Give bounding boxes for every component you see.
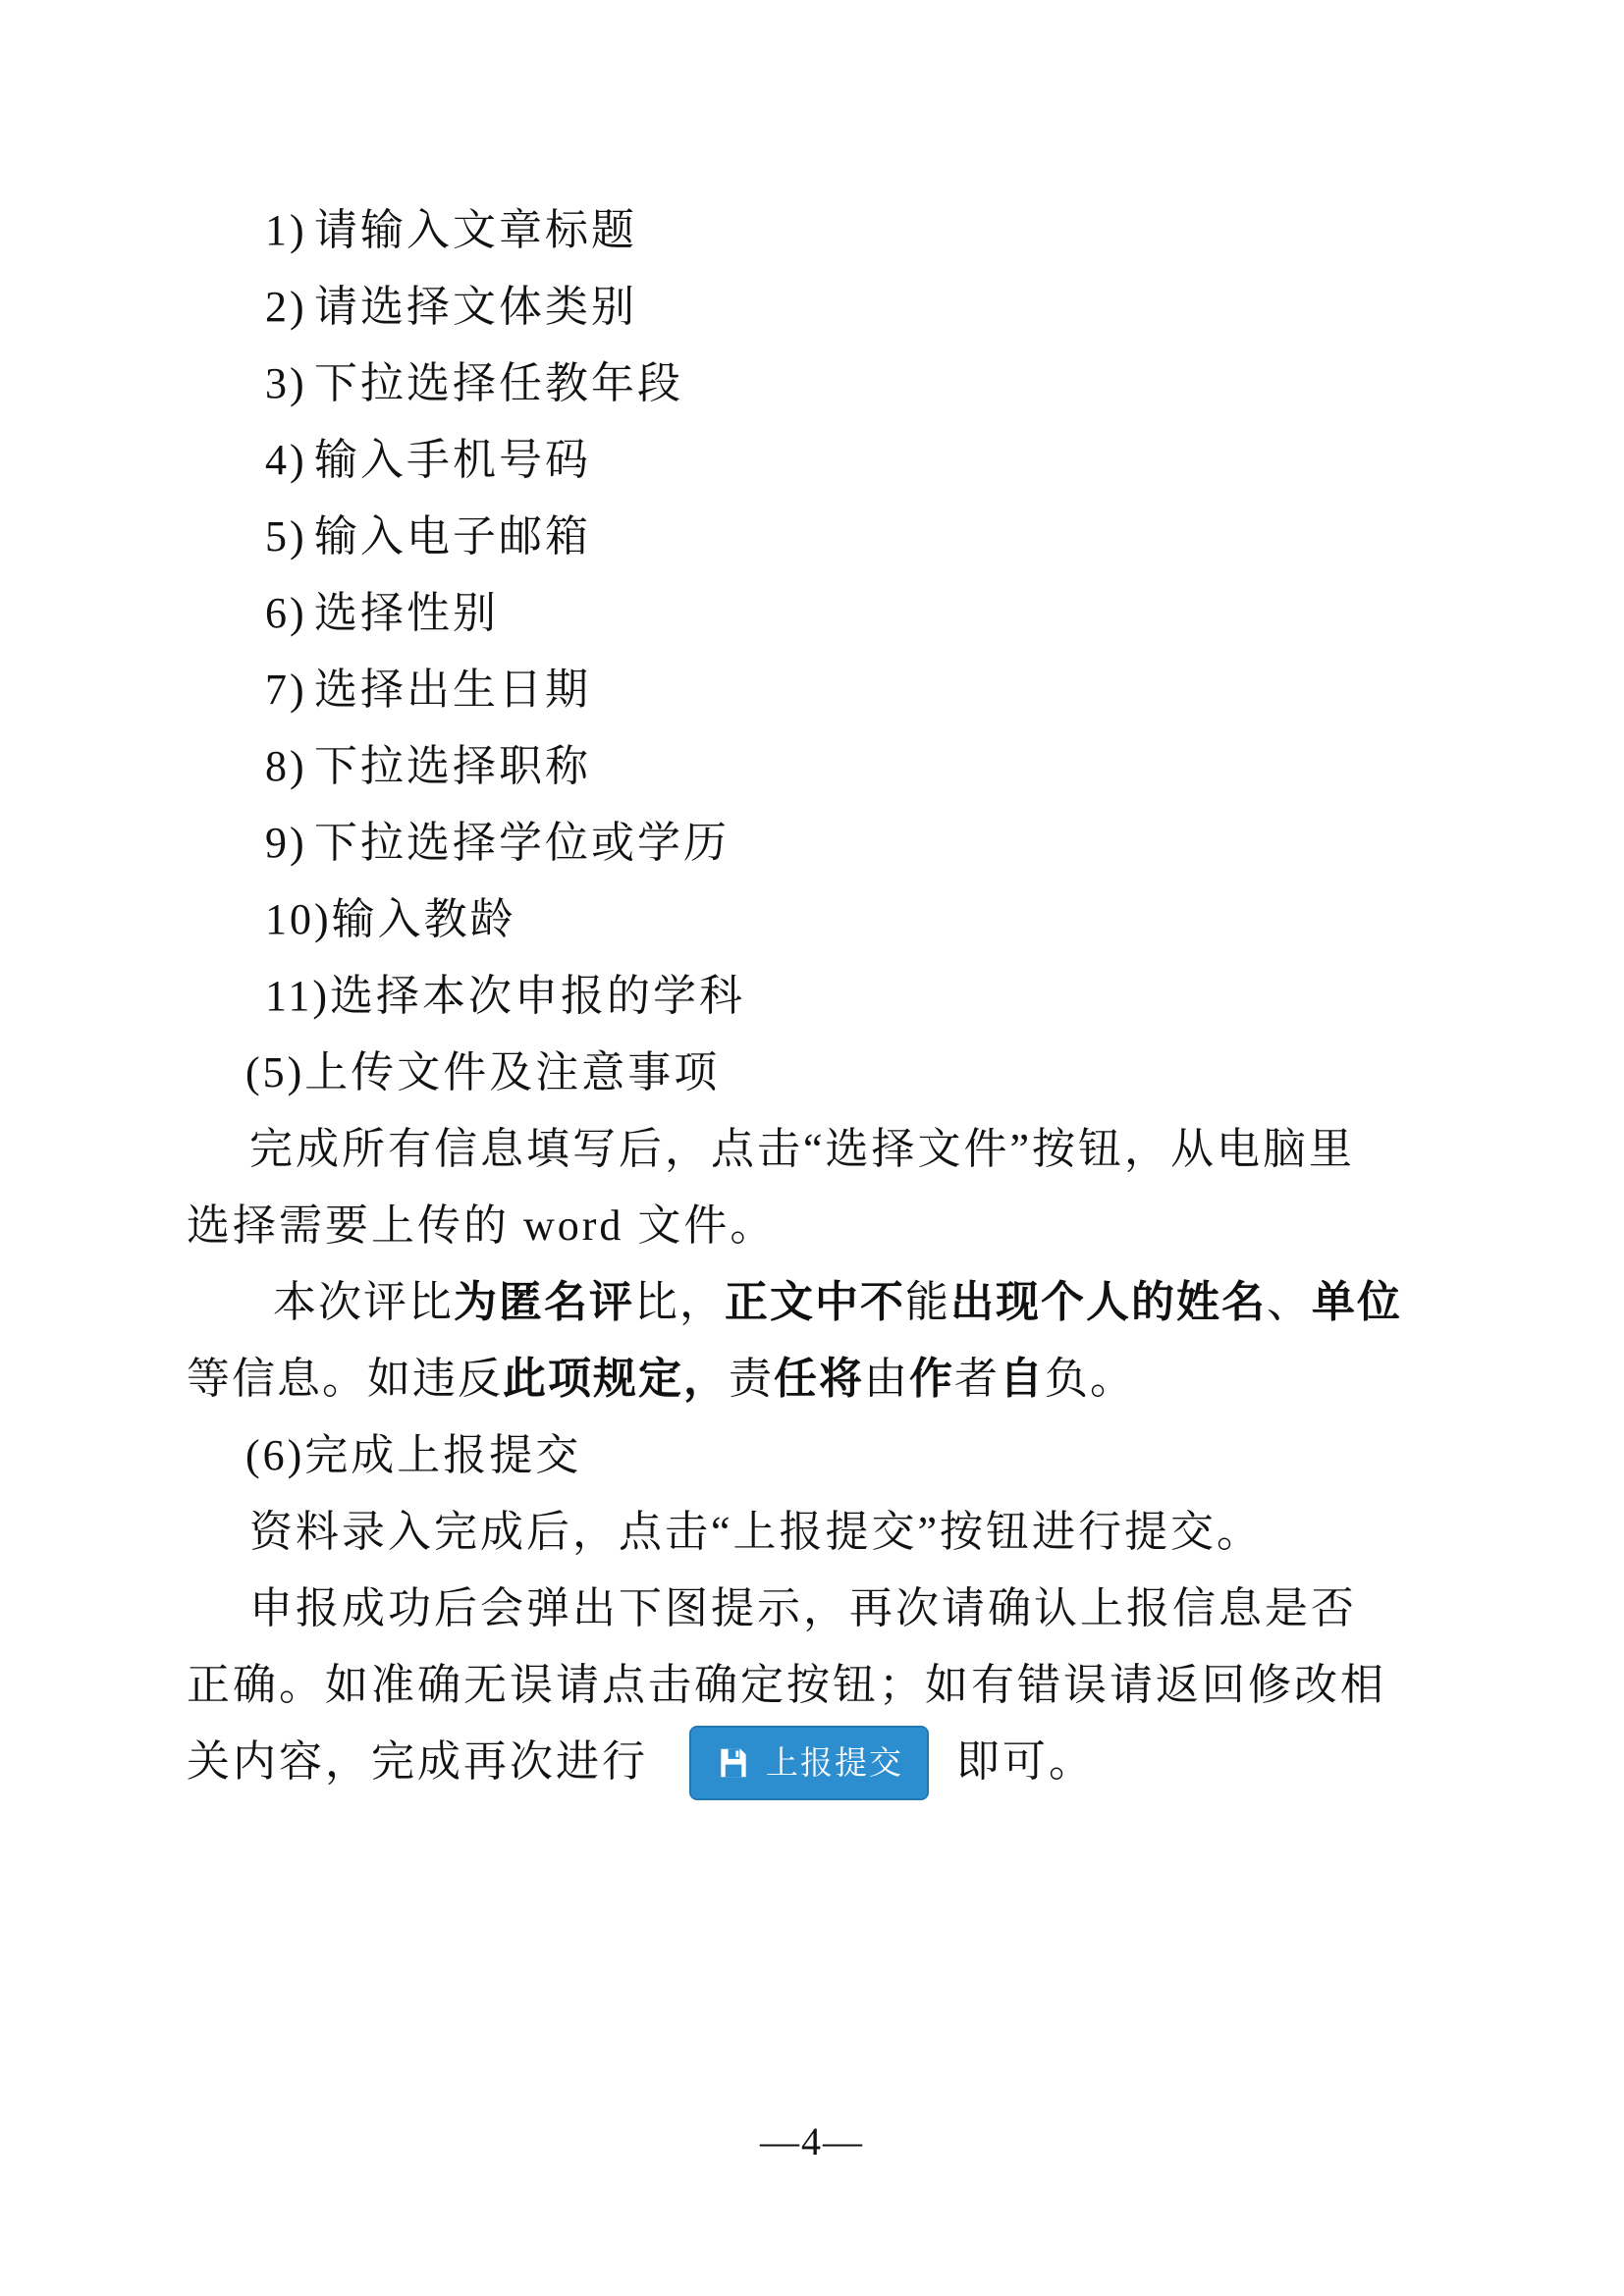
list-item-number: 10) [265,895,332,943]
list-item [187,192,1492,269]
section-5-paragraph-line-1: 完成所有信息填写后，点击“选择文件”按钮，从电脑里 [249,1125,1356,1173]
document-body [187,192,1492,1800]
list-item [187,499,1492,575]
notice-segment: 由 [864,1355,909,1403]
notice-segment-bold: 单位 [1312,1278,1402,1326]
list-item-number: 6) [265,589,307,637]
list-item-number: 7) [265,666,307,714]
list-item-number: 1) [265,206,307,254]
notice-paragraph-line-2 [187,1341,1492,1417]
list-item-text: 输入教龄 [331,895,516,943]
notice-segment-bold: 正文中不 [725,1278,905,1326]
list-item [187,652,1492,728]
notice-segment-bold: 作 [909,1355,954,1403]
list-item [187,269,1492,346]
notice-segment-bold: 任将 [774,1355,864,1403]
list-item-number: 3) [265,359,307,407]
submit-button[interactable] [689,1726,929,1800]
list-item-text: 下拉选择学位或学历 [314,819,730,867]
notice-segment: 本次评比 [273,1278,454,1326]
list-item [187,958,1492,1035]
list-item [187,728,1492,805]
notice-segment-bold: 自 [1000,1355,1045,1403]
section-5-paragraph-line-2: 选择需要上传的 word 文件。 [187,1201,777,1250]
list-item [187,422,1492,499]
list-item-text: 输入电子邮箱 [314,512,591,561]
notice-segment: 、 [1267,1278,1312,1326]
list-item-number: 9) [265,819,307,867]
line-text-before-button: 关内容，完成再次进行 [187,1737,648,1786]
notice-segment: 责 [729,1355,774,1403]
notice-segment: 等信息。如违反 [187,1355,503,1403]
section-5-heading: (5)上传文件及注意事项 [245,1048,721,1096]
list-item-text: 选择出生日期 [314,666,591,714]
section-6-heading: (6)完成上报提交 [245,1431,582,1479]
list-item-text: 输入手机号码 [314,436,591,484]
notice-segment-bold: 此项规定， [503,1355,729,1403]
floppy-disk-save-icon [715,1744,752,1782]
notice-paragraph-line-1 [187,1264,1492,1341]
list-item-text: 选择本次申报的学科 [330,972,746,1020]
list-item-number: 5) [265,512,307,561]
list-item-number: 4) [265,436,307,484]
section-6-paragraph-1: 资料录入完成后，点击“上报提交”按钮进行提交。 [249,1508,1264,1556]
submit-button-label: 上报提交 [766,1744,903,1782]
list-item [187,346,1492,422]
list-item [187,805,1492,881]
section-6-paragraph-2-line-3 [187,1724,1492,1800]
notice-segment-bold: 出现个人的姓名 [950,1278,1267,1326]
list-item-number: 2) [265,283,307,331]
list-item-number: 8) [265,742,307,790]
page-number: —4— [760,2119,864,2163]
line-text-after-button: 即可。 [956,1737,1095,1786]
notice-segment: 比， [634,1278,725,1326]
list-item-text: 下拉选择任教年段 [314,359,683,407]
list-item-text: 请选择文体类别 [314,283,637,331]
list-item-text: 选择性别 [314,589,499,637]
list-item-text: 下拉选择职称 [314,742,591,790]
section-6-paragraph-2-line-1: 申报成功后会弹出下图提示，再次请确认上报信息是否 [249,1584,1357,1632]
notice-segment: 能 [905,1278,950,1326]
section-6-paragraph-2-line-2: 正确。如准确无误请点击确定按钮；如有错误请返回修改相 [187,1661,1386,1709]
notice-segment: 者 [954,1355,1000,1403]
list-item-text: 请输入文章标题 [314,206,637,254]
list-item-number: 11) [265,972,331,1020]
notice-segment-bold: 为匿名评 [454,1278,634,1326]
list-item [187,881,1492,958]
list-item [187,575,1492,652]
notice-segment: 负。 [1045,1355,1135,1403]
